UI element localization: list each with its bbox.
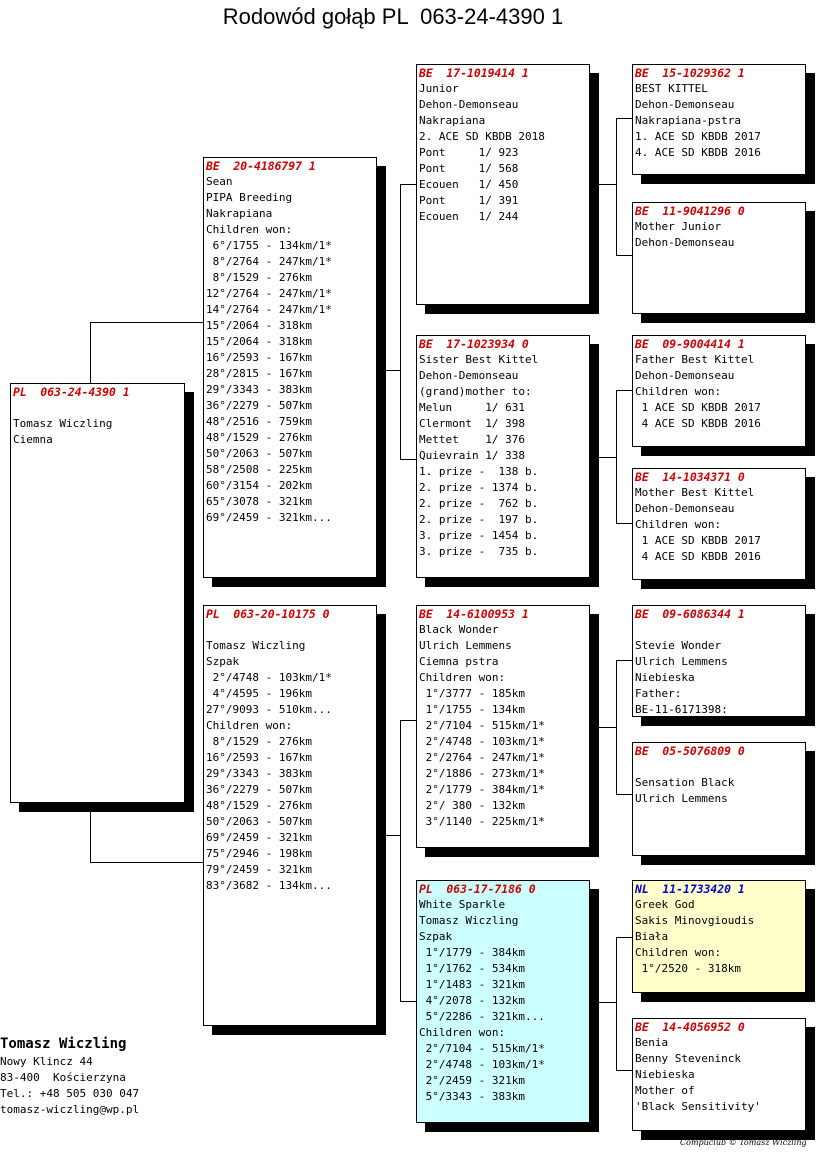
detail-line: Tomasz Wiczling: [419, 914, 519, 927]
great-grandparent-card[interactable]: [632, 880, 806, 993]
detail-line: Ulrich Lemmens: [635, 792, 728, 805]
detail-line: 16°/2593 - 167km: [206, 751, 312, 764]
detail-line: 1°/1779 - 384km: [419, 946, 525, 959]
connector-line: [616, 255, 632, 256]
detail-line: 2. prize - 1374 b.: [419, 481, 539, 494]
detail-line: BE-11-6171398:: [635, 703, 728, 716]
detail-line: 2°/ 380 - 132km: [419, 799, 525, 812]
detail-line: 14°/2764 - 247km/1*: [206, 303, 332, 316]
connector-line: [616, 523, 632, 524]
email-line: tomasz-wiczling@wp.pl: [0, 1103, 140, 1116]
detail-line: Quievrain 1/ 338: [419, 449, 525, 462]
pigeon-details: [206, 174, 376, 526]
connector-line: [589, 1002, 616, 1003]
footer-credit: Compuclub © Tomasz Wiczling: [680, 1138, 807, 1147]
ring-number: BE 15-1029362 1: [635, 66, 745, 80]
detail-line: 2°/4748 - 103km/1*: [419, 735, 545, 748]
detail-line: 15°/2064 - 318km: [206, 335, 312, 348]
connector-line: [616, 660, 617, 795]
detail-line: Nakrapiana-pstra: [635, 114, 741, 127]
paternal-grandfather-card[interactable]: [416, 64, 590, 305]
detail-line: 'Black Sensitivity': [635, 1100, 761, 1113]
pigeon-details: [635, 897, 805, 977]
detail-line: 2. ACE SD KBDB 2018: [419, 130, 545, 143]
detail-line: Father Best Kittel: [635, 353, 755, 366]
connector-line: [400, 184, 401, 460]
detail-line: PIPA Breeding: [206, 191, 293, 204]
connector-line: [616, 118, 617, 256]
detail-line: Ulrich Lemmens: [419, 639, 512, 652]
detail-line: Dehon-Demonseau: [635, 502, 735, 515]
detail-line: Children won:: [635, 385, 722, 398]
detail-line: 1 ACE SD KBDB 2017: [635, 534, 761, 547]
connector-line: [616, 937, 617, 1071]
detail-line: Sean: [206, 175, 233, 188]
detail-line: 79°/2459 - 321km: [206, 863, 312, 876]
mother-card[interactable]: [203, 605, 377, 1026]
detail-line: 4°/4595 - 196km: [206, 687, 312, 700]
great-grandparent-card[interactable]: [632, 202, 806, 314]
detail-line: Dehon-Demonseau: [635, 369, 735, 382]
detail-line: [635, 622, 805, 638]
great-grandparent-card[interactable]: [632, 742, 806, 856]
detail-line: Benny Steveninck: [635, 1052, 741, 1065]
detail-line: Nakrapiana: [419, 114, 486, 127]
connector-line: [400, 184, 417, 185]
ring-number: PL 063-17-7186 0: [419, 882, 536, 896]
detail-line: 1°/1762 - 534km: [419, 962, 525, 975]
pigeon-details: [419, 622, 589, 830]
ring-number: NL 11-1733420 1: [635, 882, 745, 896]
detail-line: 8°/1529 - 276km: [206, 271, 312, 284]
detail-line: 69°/2459 - 321km: [206, 831, 312, 844]
detail-line: 5°/3343 - 383km: [419, 1090, 525, 1103]
father-card[interactable]: [203, 157, 377, 578]
detail-line: 1°/1483 - 321km: [419, 978, 525, 991]
detail-line: 16°/2593 - 167km: [206, 351, 312, 364]
detail-line: 48°/2516 - 759km: [206, 415, 312, 428]
address-line: 83-400 Kościerzyna: [0, 1071, 126, 1084]
detail-line: 3. prize - 735 b.: [419, 545, 539, 558]
connector-line: [616, 390, 617, 524]
detail-line: BEST KITTEL: [635, 82, 708, 95]
detail-line: Greek God: [635, 898, 695, 911]
detail-line: 2°/1886 - 273km/1*: [419, 767, 545, 780]
detail-line: 12°/2764 - 247km/1*: [206, 287, 332, 300]
pigeon-details: [419, 352, 589, 560]
connector-line: [400, 720, 417, 721]
pigeon-details: [635, 759, 805, 807]
detail-line: 1°/2520 - 318km: [635, 962, 741, 975]
detail-line: 50°/2063 - 507km: [206, 447, 312, 460]
connector-line: [589, 727, 616, 728]
detail-line: [13, 400, 184, 416]
detail-line: Ecouen 1/ 244: [419, 210, 519, 223]
detail-line: Children won:: [635, 946, 722, 959]
connector-line: [400, 1001, 417, 1002]
detail-line: Dehon-Demonseau: [419, 369, 519, 382]
detail-line: 83°/3682 - 134km...: [206, 879, 332, 892]
detail-line: Junior: [419, 82, 459, 95]
detail-line: Children won:: [635, 518, 722, 531]
pigeon-details: [635, 485, 805, 565]
connector-line: [400, 720, 401, 1002]
detail-line: 29°/3343 - 383km: [206, 767, 312, 780]
detail-line: 5°/2286 - 321km...: [419, 1010, 545, 1023]
detail-line: 28°/2815 - 167km: [206, 367, 312, 380]
detail-line: 8°/1529 - 276km: [206, 735, 312, 748]
detail-line: White Sparkle: [419, 898, 506, 911]
great-grandparent-card[interactable]: [632, 605, 806, 717]
ring-number: BE 14-6100953 1: [419, 607, 529, 621]
detail-line: Black Wonder: [419, 623, 499, 636]
detail-line: 2°/1779 - 384km/1*: [419, 783, 545, 796]
connector-line: [616, 390, 632, 391]
connector-line: [90, 802, 91, 863]
detail-line: 15°/2064 - 318km: [206, 319, 312, 332]
detail-line: Children won:: [419, 1026, 506, 1039]
detail-line: Dehon-Demonseau: [635, 236, 735, 249]
detail-line: Pont 1/ 923: [419, 146, 519, 159]
detail-line: Mother Junior: [635, 220, 722, 233]
detail-line: [635, 759, 805, 775]
detail-line: 3. prize - 1454 b.: [419, 529, 539, 542]
detail-line: 2°/4748 - 103km/1*: [206, 671, 332, 684]
great-grandparent-card[interactable]: [632, 1018, 806, 1131]
detail-line: (grand)mother to:: [419, 385, 532, 398]
detail-line: 2. prize - 197 b.: [419, 513, 539, 526]
detail-line: Ecouen 1/ 450: [419, 178, 519, 191]
subject-card[interactable]: [10, 383, 185, 803]
owner-address: [0, 1054, 139, 1118]
detail-line: 1. prize - 138 b.: [419, 465, 539, 478]
ring-number: PL 063-20-10175 0: [206, 607, 330, 621]
ring-number: BE 17-1019414 1: [419, 66, 529, 80]
detail-line: Szpak: [419, 930, 453, 943]
connector-line: [90, 322, 204, 323]
connector-line: [616, 118, 632, 119]
detail-line: Father:: [635, 687, 682, 700]
detail-line: 69°/2459 - 321km...: [206, 511, 332, 524]
connector-line: [589, 457, 616, 458]
detail-line: Benia: [635, 1036, 669, 1049]
pigeon-details: [419, 81, 589, 225]
detail-line: Szpak: [206, 655, 240, 668]
detail-line: 4 ACE SD KBDB 2016: [635, 550, 761, 563]
detail-line: Niebieska: [635, 1068, 695, 1081]
connector-line: [90, 322, 91, 384]
connector-line: [400, 459, 417, 460]
detail-line: Ciemna: [13, 433, 53, 446]
detail-line: Sister Best Kittel: [419, 353, 539, 366]
detail-line: Ciemna pstra: [419, 655, 499, 668]
detail-line: 2. prize - 762 b.: [419, 497, 539, 510]
detail-line: 1. ACE SD KBDB 2017: [635, 130, 761, 143]
connector-line: [589, 184, 616, 185]
detail-line: 2°/2764 - 247km/1*: [419, 751, 545, 764]
detail-line: 4°/2078 - 132km: [419, 994, 525, 1007]
pigeon-details: [635, 81, 805, 161]
ring-number: BE 14-4056952 0: [635, 1020, 745, 1034]
pigeon-details: [635, 622, 805, 717]
pigeon-details: [635, 219, 805, 251]
detail-line: 58°/2508 - 225km: [206, 463, 312, 476]
owner-name: Tomasz Wiczling: [0, 1036, 127, 1052]
detail-line: Stevie Wonder: [635, 639, 722, 652]
connector-line: [616, 660, 632, 661]
detail-line: 1°/3777 - 185km: [419, 687, 525, 700]
detail-line: [206, 622, 376, 638]
detail-line: 65°/3078 - 321km: [206, 495, 312, 508]
detail-line: Mettet 1/ 376: [419, 433, 525, 446]
detail-line: 75°/2946 - 198km: [206, 847, 312, 860]
ring-number: BE 14-1034371 0: [635, 470, 745, 484]
detail-line: 27°/9093 - 510km...: [206, 703, 332, 716]
ring-number: BE 17-1023934 0: [419, 337, 529, 351]
owner-contact: [0, 1034, 139, 1118]
maternal-grandfather-card[interactable]: [416, 605, 590, 848]
phone-line: Tel.: +48 505 030 047: [0, 1087, 140, 1100]
pigeon-details: [635, 352, 805, 432]
maternal-grandmother-card[interactable]: [416, 880, 590, 1123]
ring-number: BE 09-9004414 1: [635, 337, 745, 351]
detail-line: Ulrich Lemmens: [635, 655, 728, 668]
ring-number: BE 11-9041296 0: [635, 204, 745, 218]
detail-line: Children won:: [206, 719, 293, 732]
detail-line: Children won:: [206, 223, 293, 236]
connector-line: [90, 862, 204, 863]
detail-line: 4. ACE SD KBDB 2016: [635, 146, 761, 159]
detail-line: 2°/2459 - 321km: [419, 1074, 525, 1087]
detail-line: 36°/2279 - 507km: [206, 783, 312, 796]
detail-line: Tomasz Wiczling: [13, 417, 113, 430]
detail-line: 48°/1529 - 276km: [206, 431, 312, 444]
pigeon-details: [635, 1035, 805, 1115]
ring-number: BE 20-4186797 1: [206, 159, 316, 173]
detail-line: 4 ACE SD KBDB 2016: [635, 417, 761, 430]
pigeon-details: [419, 897, 589, 1105]
ring-number: BE 05-5076809 0: [635, 744, 745, 758]
detail-line: Tomasz Wiczling: [206, 639, 306, 652]
paternal-grandmother-card[interactable]: [416, 335, 590, 578]
detail-line: 1°/1755 - 134km: [419, 703, 525, 716]
ring-number: PL 063-24-4390 1: [13, 385, 130, 399]
detail-line: Sensation Black: [635, 776, 735, 789]
address-line: Nowy Klincz 44: [0, 1055, 93, 1068]
detail-line: Sakis Minovgioudis: [635, 914, 755, 927]
detail-line: Pont 1/ 568: [419, 162, 519, 175]
detail-line: 6°/1755 - 134km/1*: [206, 239, 332, 252]
detail-line: 2°/7104 - 515km/1*: [419, 719, 545, 732]
detail-line: 2°/7104 - 515km/1*: [419, 1042, 545, 1055]
connector-line: [616, 794, 632, 795]
detail-line: 29°/3343 - 383km: [206, 383, 312, 396]
great-grandparent-card[interactable]: [632, 468, 806, 580]
detail-line: 60°/3154 - 202km: [206, 479, 312, 492]
pigeon-details: [13, 400, 184, 448]
connector-line: [616, 937, 632, 938]
connector-line: [376, 370, 400, 371]
detail-line: 36°/2279 - 507km: [206, 399, 312, 412]
great-grandparent-card[interactable]: [632, 335, 806, 447]
page-title: Rodowód gołąb PL 063-24-4390 1: [222, 4, 564, 29]
detail-line: Pont 1/ 391: [419, 194, 519, 207]
great-grandparent-card[interactable]: [632, 64, 806, 175]
detail-line: Nakrapiana: [206, 207, 273, 220]
detail-line: Clermont 1/ 398: [419, 417, 525, 430]
detail-line: 50°/2063 - 507km: [206, 815, 312, 828]
detail-line: 1 ACE SD KBDB 2017: [635, 401, 761, 414]
detail-line: Biała: [635, 930, 669, 943]
detail-line: 3°/1140 - 225km/1*: [419, 815, 545, 828]
connector-line: [616, 1070, 632, 1071]
connector-line: [376, 835, 400, 836]
detail-line: Dehon-Demonseau: [635, 98, 735, 111]
detail-line: Niebieska: [635, 671, 695, 684]
detail-line: 48°/1529 - 276km: [206, 799, 312, 812]
detail-line: Mother of: [635, 1084, 695, 1097]
detail-line: Melun 1/ 631: [419, 401, 525, 414]
pigeon-details: [206, 622, 376, 894]
detail-line: Children won:: [419, 671, 506, 684]
ring-number: BE 09-6086344 1: [635, 607, 745, 621]
detail-line: 8°/2764 - 247km/1*: [206, 255, 332, 268]
detail-line: Dehon-Demonseau: [419, 98, 519, 111]
detail-line: Mother Best Kittel: [635, 486, 755, 499]
detail-line: 2°/4748 - 103km/1*: [419, 1058, 545, 1071]
